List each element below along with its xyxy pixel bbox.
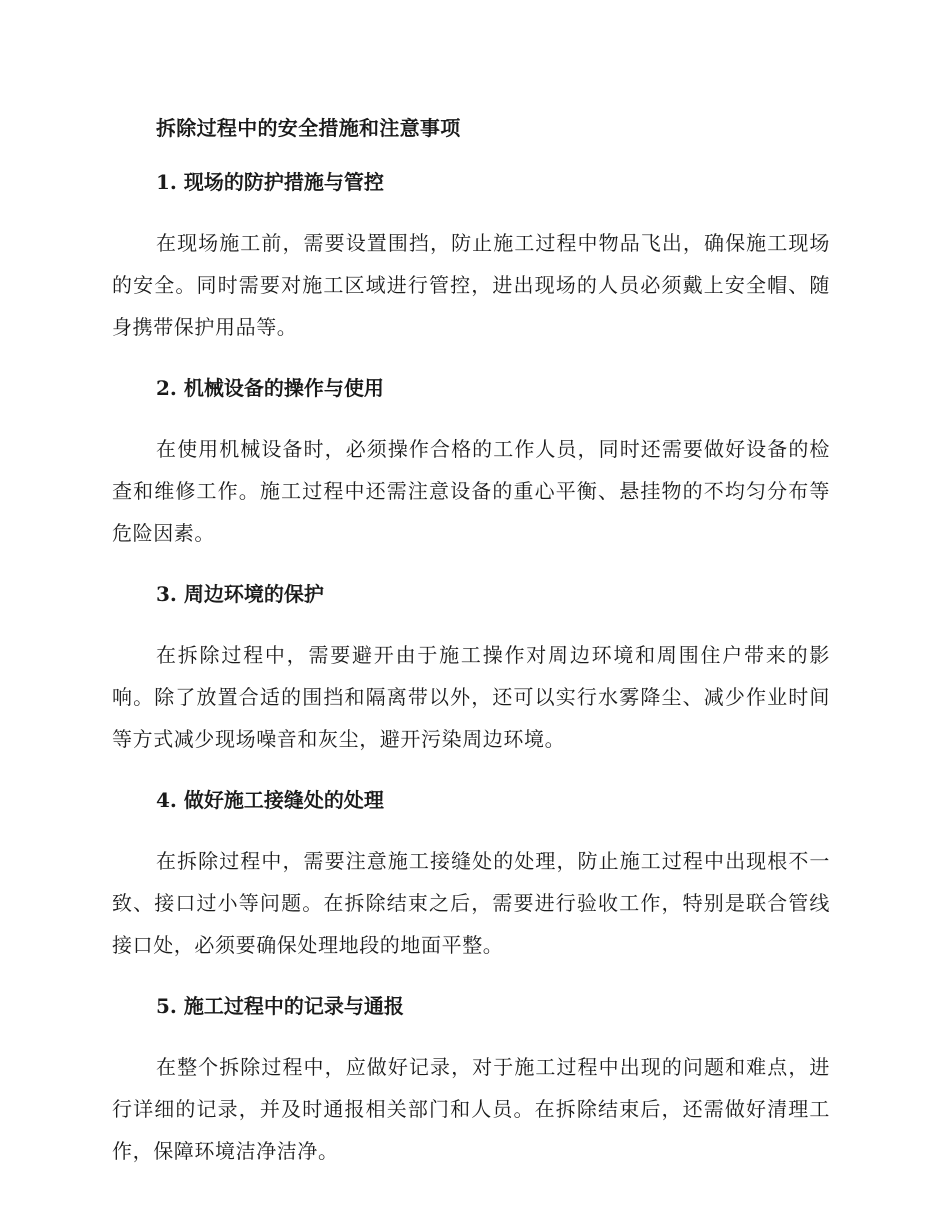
- section-4: [112, 786, 830, 966]
- section-2: [112, 374, 830, 554]
- section-3: [112, 580, 830, 760]
- document-title: 拆除过程中的安全措施和注意事项: [156, 116, 461, 140]
- section-heading: 4. 做好施工接缝处的处理: [156, 788, 384, 812]
- section-1: [112, 168, 830, 348]
- section-heading: 5. 施工过程中的记录与通报: [156, 994, 404, 1018]
- section-paragraph: 在使用机械设备时，必须操作合格的工作人员，同时还需要做好设备的检查和维修工作。施工过程中还需注意设备的重心平衡、悬挂物的不均匀分布等危险因素。: [112, 437, 830, 545]
- section-paragraph: 在现场施工前，需要设置围挡，防止施工过程中物品飞出，确保施工现场的安全。同时需要对施工区域进行管控，进出现场的人员必须戴上安全帽、随身携带保护用品等。: [112, 231, 830, 339]
- section-paragraph: 在拆除过程中，需要避开由于施工操作对周边环境和周围住户带来的影响。除了放置合适的围挡和隔离带以外，还可以实行水雾降尘、减少作业时间等方式减少现场噪音和灰尘，避开污染周边环境。: [112, 643, 830, 751]
- section-heading: 2. 机械设备的操作与使用: [156, 376, 384, 400]
- section-paragraph: 在拆除过程中，需要注意施工接缝处的处理，防止施工过程中出现根不一致、接口过小等问题。在拆除结束之后，需要进行验收工作，特别是联合管线接口处，必须要确保处理地段的地面平整。: [112, 849, 830, 957]
- section-heading: 3. 周边环境的保护: [156, 582, 324, 606]
- section-heading: 1. 现场的防护措施与管控: [156, 170, 384, 194]
- section-5: [112, 992, 830, 1172]
- section-paragraph: 在整个拆除过程中，应做好记录，对于施工过程中出现的问题和难点，进行详细的记录，并及时通报相关部门和人员。在拆除结束后，还需做好清理工作，保障环境洁净洁净。: [112, 1055, 830, 1163]
